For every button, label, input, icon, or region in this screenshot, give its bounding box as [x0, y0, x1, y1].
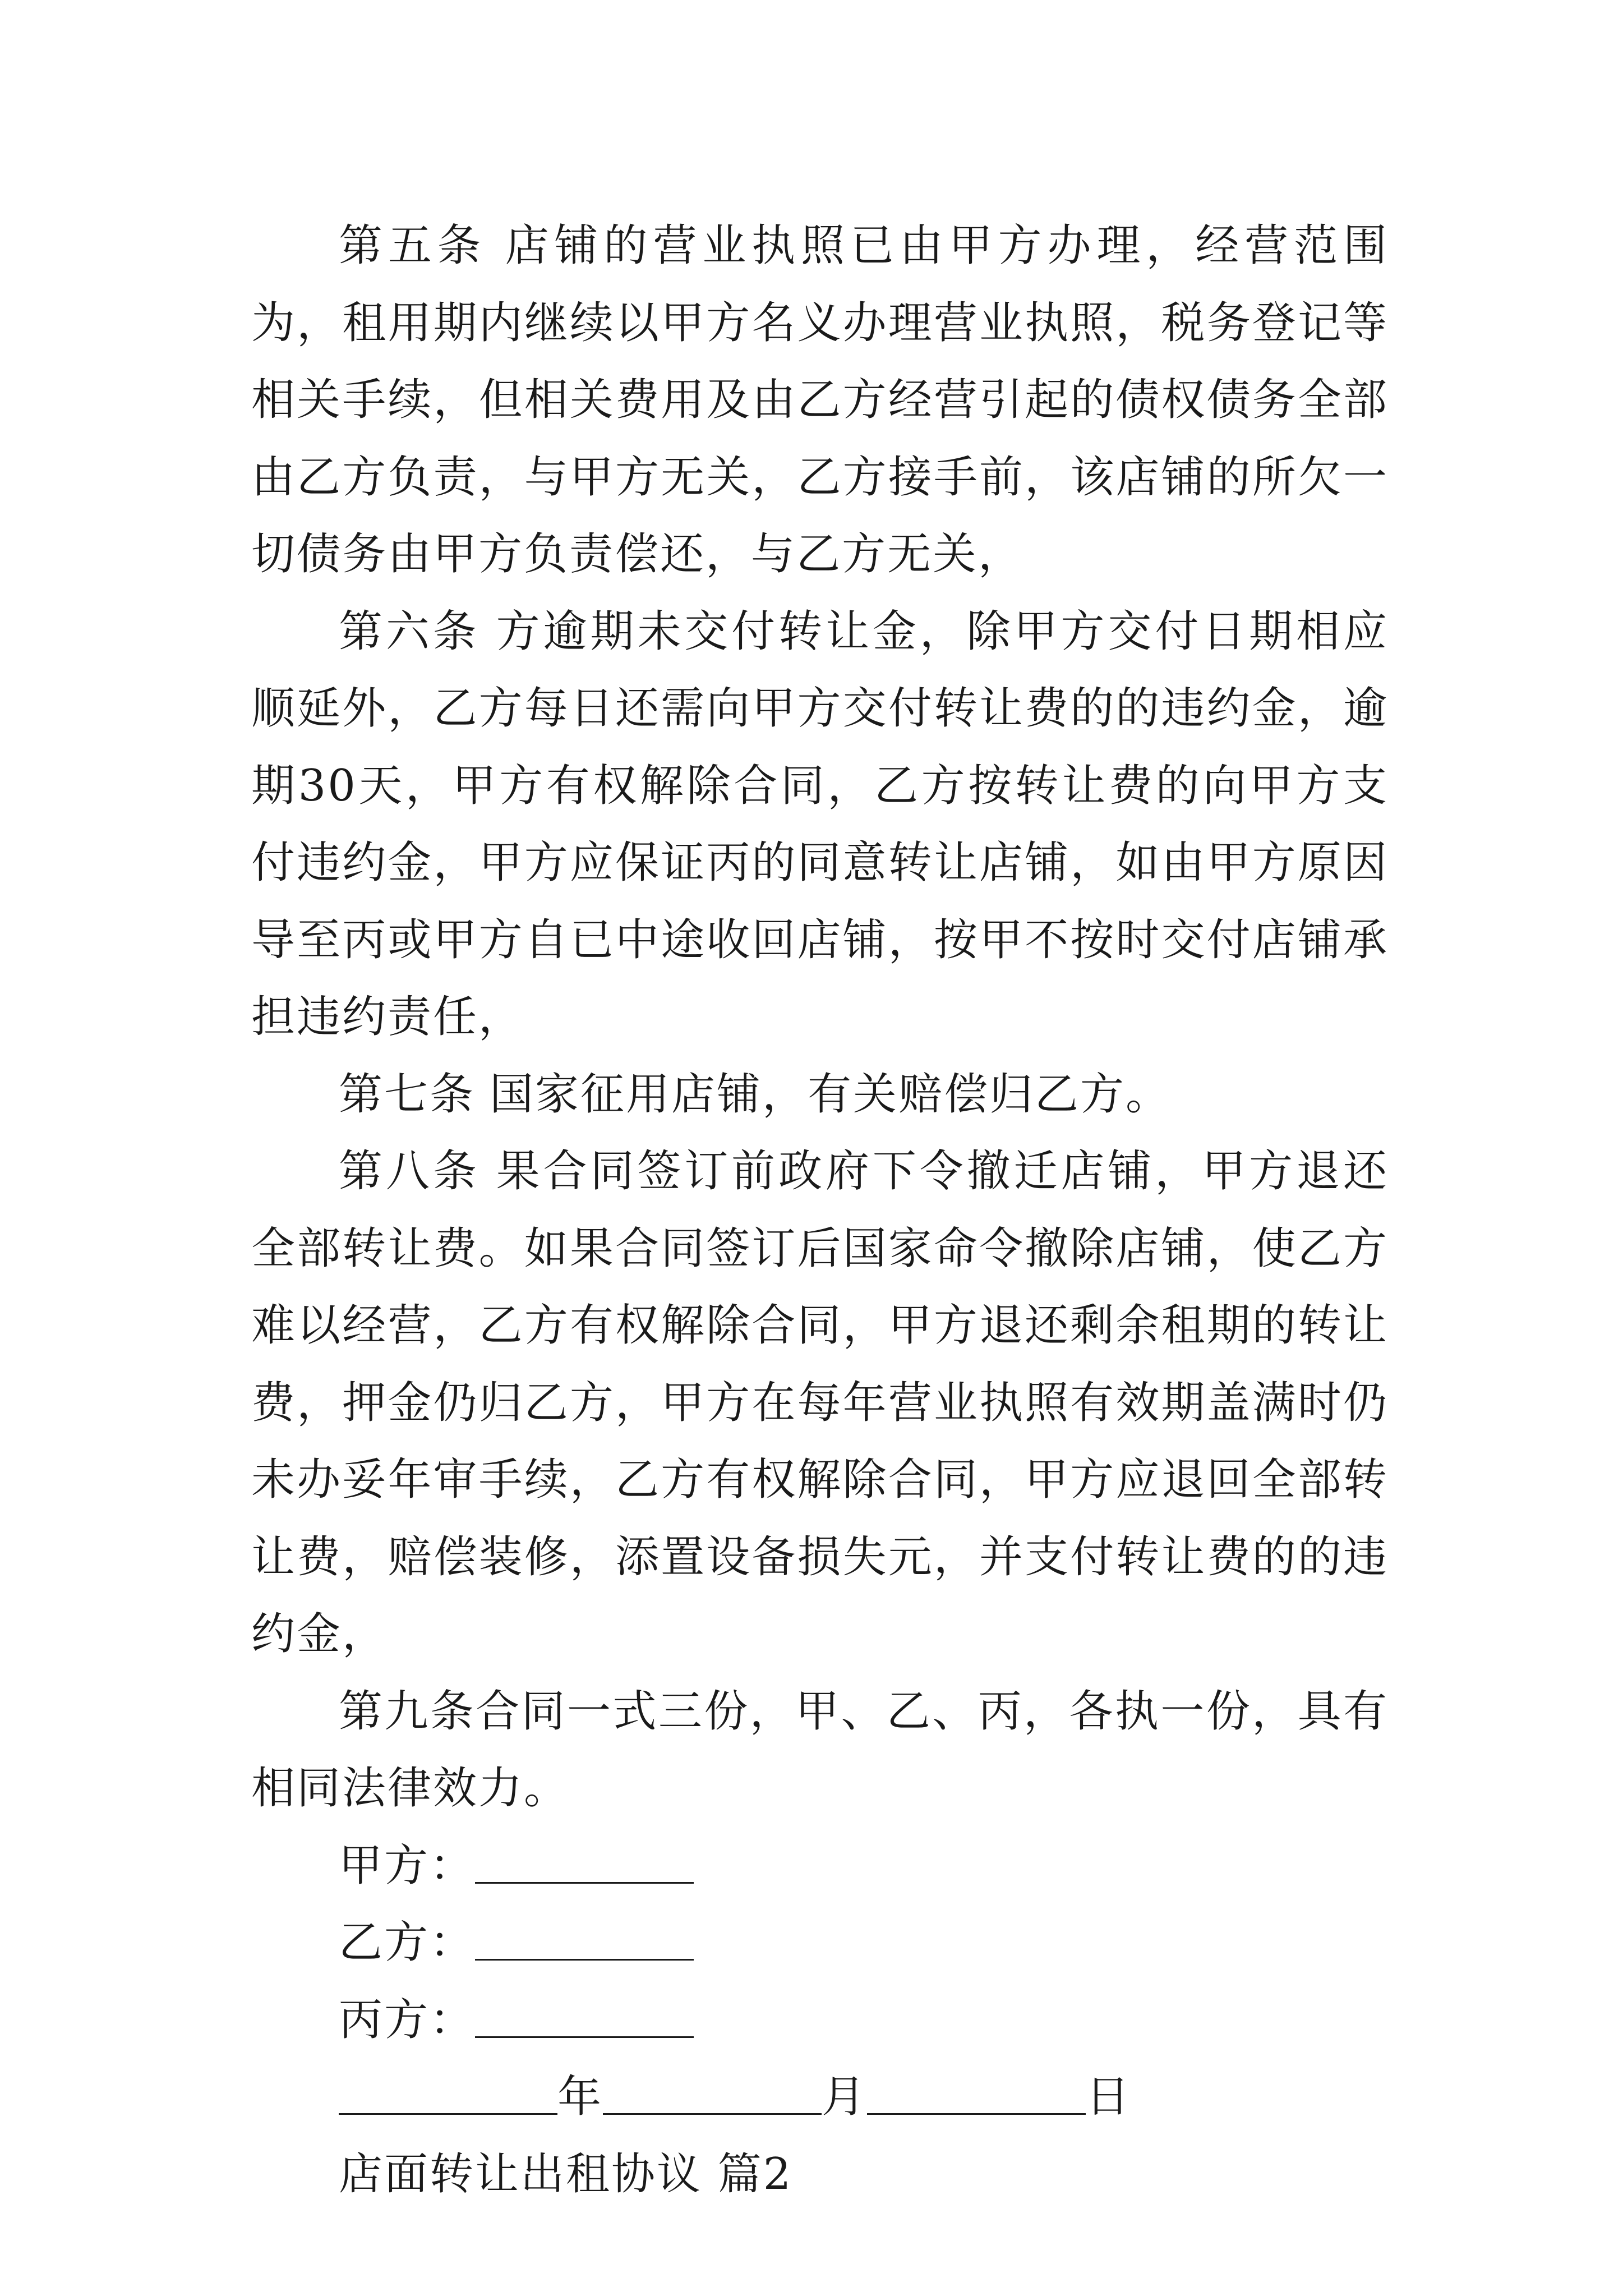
signature-party-b — [251, 1904, 1389, 1982]
article-heading: 第六条 — [339, 606, 480, 657]
signature-party-c — [251, 1982, 1389, 2059]
article-heading: 第五条 — [339, 220, 487, 271]
contract-body — [251, 208, 1389, 2213]
article-text: 方逾期未交付转让金，除甲方交付日期相应顺延外，乙方每日还需向甲方交付转让费的的违约金，逾期30天，甲方有权解除合同，乙方按转让费的向甲方支付违约金，甲方应保证丙的同意转让店铺，如由甲方原因导至丙或甲方自已中途收回店铺，按甲不按时交付店铺承担违约责任， — [251, 606, 1389, 1042]
party-c-blank — [475, 2036, 694, 2038]
article-8 — [251, 1133, 1389, 1673]
month-blank — [603, 2113, 822, 2115]
party-a-blank — [475, 1882, 694, 1884]
article-text: 第九条合同一式三份，甲、乙、丙，各执一份，具有相同法律效力。 — [251, 1686, 1389, 1814]
article-heading: 第七条 — [339, 1069, 476, 1120]
next-section-title: 店面转让出租协议 篇2 — [339, 2148, 793, 2200]
year-label: 年 — [557, 2072, 603, 2122]
month-label: 月 — [822, 2072, 868, 2122]
article-text: 国家征用店铺，有关赔偿归乙方。 — [490, 1069, 1172, 1120]
signature-party-a — [251, 1828, 1389, 1905]
article-heading: 第八条 — [339, 1146, 480, 1197]
party-c-label: 丙方： — [339, 1994, 476, 2045]
article-text: 果合同签订前政府下令撤迁店铺，甲方退还全部转让费。如果合同签订后国家命令撤除店铺，使乙方难以经营，乙方有权解除合同，甲方退还剩余租期的转让费，押金仍归乙方，甲方在每年营业执照有效期盖满时仍未办妥年审手续，乙方有权解除合同，甲方应退回全部转让费，赔偿装修，添置设备损失元，并支付转让费的的违约金， — [251, 1146, 1389, 1659]
day-label: 日 — [1086, 2072, 1132, 2122]
year-blank — [339, 2113, 557, 2115]
article-6 — [251, 593, 1389, 1056]
party-b-blank — [475, 1959, 694, 1961]
article-7 — [251, 1056, 1389, 1134]
article-text: 店铺的营业执照已由甲方办理，经营范围为，租用期内继续以甲方名义办理营业执照，税务登记等相关手续，但相关费用及由乙方经营引起的债权债务全部由乙方负责，与甲方无关，乙方接手前，该店铺的所欠一切债务由甲方负责偿还，与乙方无关， — [251, 220, 1389, 579]
article-5 — [251, 208, 1389, 593]
day-blank — [867, 2113, 1086, 2115]
party-a-label: 甲方： — [339, 1840, 476, 1891]
date-line — [251, 2059, 1389, 2136]
party-b-label: 乙方： — [339, 1917, 476, 1968]
article-9 — [251, 1673, 1389, 1828]
